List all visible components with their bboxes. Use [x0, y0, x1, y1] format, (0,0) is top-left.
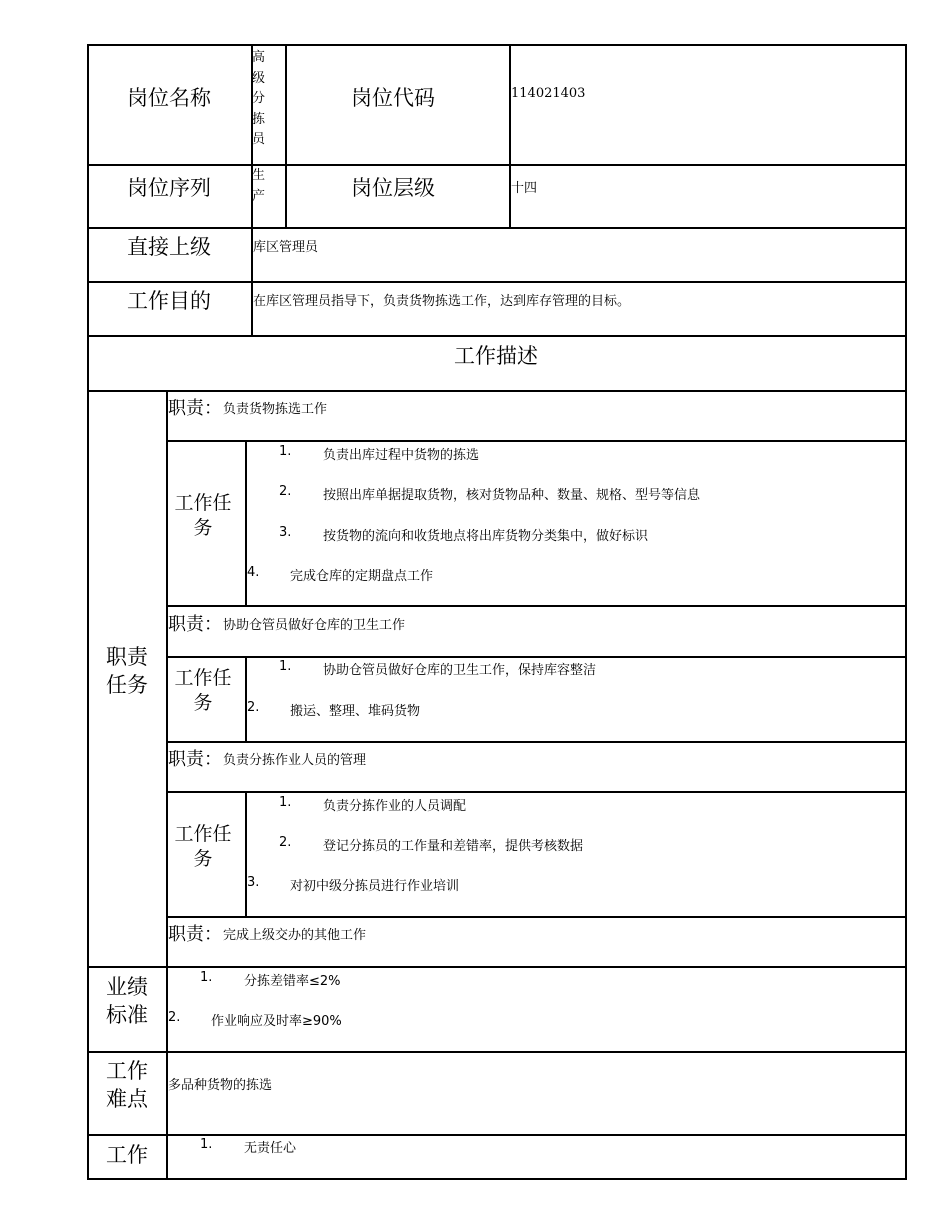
rule	[87, 44, 89, 1180]
task-number: 1.	[279, 444, 292, 459]
rule	[245, 791, 247, 917]
task-text: 按货物的流向和收货地点将出库货物分类集中，做好标识	[323, 529, 649, 544]
performance-label-line1: 业绩	[106, 975, 148, 999]
work-purpose-value: 在库区管理员指导下，负责货物拣选工作，达到库存管理的目标。	[253, 294, 631, 309]
rule	[87, 281, 907, 283]
position-name-value: 高级分拣员	[252, 50, 266, 147]
performance-number: 1.	[200, 970, 213, 985]
position-code-value: 114021403	[511, 86, 586, 101]
duty-title: 协助仓管员做好仓库的卫生工作	[223, 618, 406, 633]
rule	[245, 656, 247, 742]
performance-label-line2: 标准	[106, 1003, 148, 1027]
rule	[87, 1051, 907, 1053]
difficulty-label-line2: 难点	[106, 1087, 148, 1111]
rule	[905, 44, 907, 1180]
task-number: 2.	[279, 835, 292, 850]
rule	[87, 164, 907, 166]
rule	[87, 966, 907, 968]
task-number: 1.	[279, 659, 292, 674]
position-level-label: 岗位层级	[351, 176, 435, 200]
task-label-line2: 务	[193, 692, 213, 714]
task-text: 负责分拣作业的人员调配	[323, 799, 467, 814]
rule	[166, 741, 907, 743]
rule	[285, 44, 287, 228]
task-label-line1: 工作任	[174, 823, 232, 845]
duties-label-line1: 职责	[106, 645, 148, 669]
task-text: 协助仓管员做好仓库的卫生工作，保持库容整洁	[323, 663, 597, 678]
position-code-label: 岗位代码	[351, 86, 435, 110]
position-sequence-label: 岗位序列	[127, 176, 211, 200]
task-number: 2.	[279, 484, 292, 499]
task-text: 负责出库过程中货物的拣选	[323, 448, 480, 463]
task-text: 按照出库单据提取货物，核对货物品种、数量、规格、型号等信息	[323, 488, 701, 503]
direct-superior-label: 直接上级	[127, 235, 211, 259]
rule	[87, 44, 907, 46]
task-text: 搬运、整理、堆码货物	[290, 704, 421, 719]
rule	[166, 605, 907, 607]
performance-text: 分拣差错率≤2%	[244, 974, 341, 989]
performance-number: 2.	[168, 1010, 181, 1025]
duty-title: 负责分拣作业人员的管理	[223, 753, 367, 768]
difficulty-label-line1: 工作	[106, 1059, 148, 1083]
duty-title: 完成上级交办的其他工作	[223, 928, 367, 943]
duty-prefix: 职责：	[168, 749, 222, 770]
duty-prefix: 职责：	[168, 398, 222, 419]
duty-title: 负责货物拣选工作	[223, 402, 328, 417]
rule	[166, 656, 907, 658]
duties-label-line2: 任务	[106, 673, 148, 697]
task-number: 2.	[247, 700, 260, 715]
task-label-line2: 务	[193, 517, 213, 539]
rule	[87, 227, 907, 229]
rule	[87, 335, 907, 337]
task-text: 对初中级分拣员进行作业培训	[290, 879, 460, 894]
rule	[166, 440, 907, 442]
last-row-text: 无责任心	[244, 1141, 297, 1156]
last-row-number: 1.	[200, 1137, 213, 1152]
work-purpose-label: 工作目的	[127, 289, 211, 313]
rule	[87, 390, 907, 392]
task-text: 完成仓库的定期盘点工作	[290, 569, 434, 584]
rule	[87, 1134, 907, 1136]
direct-superior-value: 库区管理员	[253, 240, 319, 255]
difficulty-text: 多品种货物的拣选	[168, 1078, 273, 1093]
section-title: 工作描述	[454, 344, 538, 368]
task-number: 1.	[279, 795, 292, 810]
duty-prefix: 职责：	[168, 924, 222, 945]
rule	[166, 916, 907, 918]
task-label-line1: 工作任	[174, 667, 232, 689]
last-row-label: 工作	[106, 1143, 148, 1167]
rule	[87, 1178, 907, 1180]
duty-prefix: 职责：	[168, 614, 222, 635]
performance-text: 作业响应及时率≥90%	[211, 1014, 342, 1029]
rule	[509, 44, 511, 228]
rule	[245, 440, 247, 606]
position-sequence-value: 生产	[252, 168, 266, 204]
task-number: 3.	[279, 525, 292, 540]
task-label-line1: 工作任	[174, 492, 232, 514]
task-number: 4.	[247, 565, 260, 580]
rule	[166, 791, 907, 793]
position-name-label: 岗位名称	[127, 86, 211, 110]
task-label-line2: 务	[193, 848, 213, 870]
position-level-value: 十四	[511, 181, 538, 196]
task-text: 登记分拣员的工作量和差错率，提供考核数据	[323, 839, 584, 854]
task-number: 3.	[247, 875, 260, 890]
